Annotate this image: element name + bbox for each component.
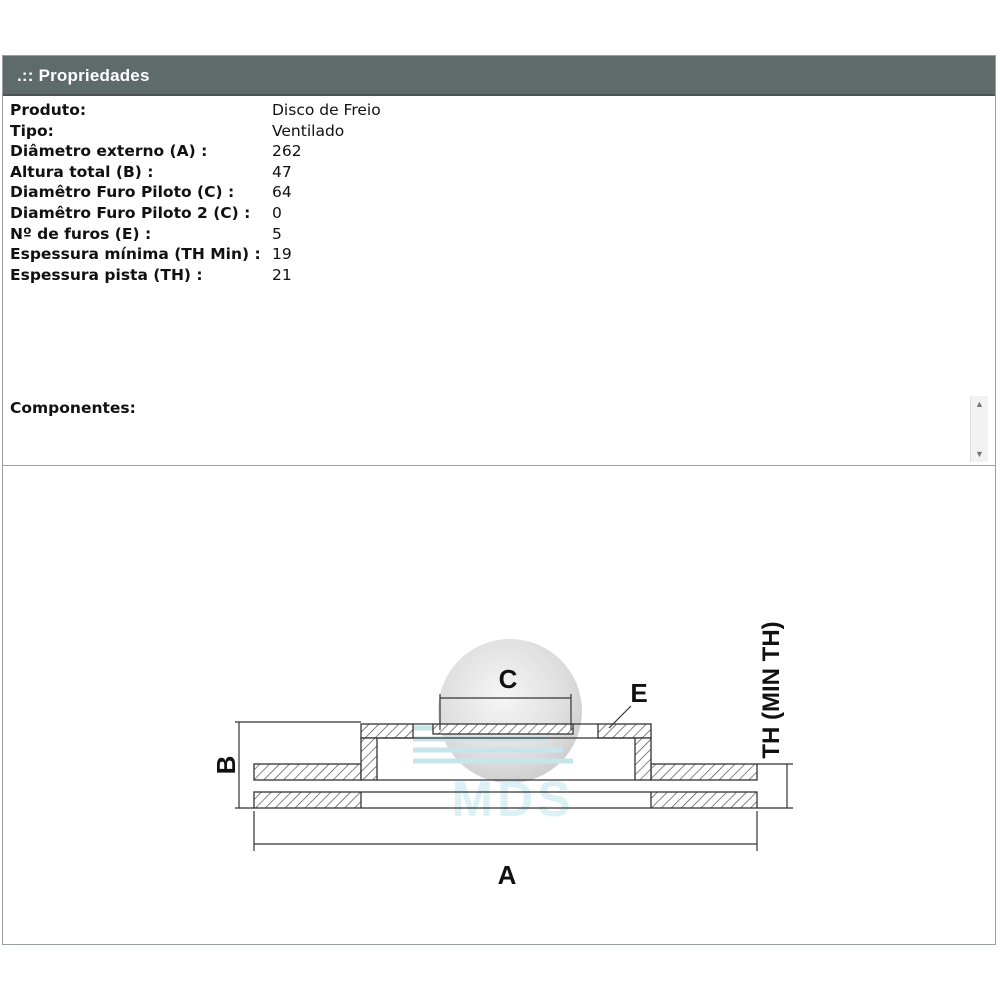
right-flange-upper bbox=[651, 764, 757, 780]
property-label: Espessura pista (TH) : bbox=[10, 265, 203, 284]
property-row bbox=[10, 101, 410, 122]
diagram-svg bbox=[3, 466, 995, 944]
hat-top-center bbox=[433, 724, 573, 734]
property-value: Disco de Freio bbox=[272, 101, 381, 119]
property-label: Espessura mínima (TH Min) : bbox=[10, 245, 261, 264]
brake-disc-diagram bbox=[3, 466, 995, 944]
property-value: 19 bbox=[272, 245, 292, 264]
hat-top-left bbox=[361, 724, 413, 738]
dimension-label-a: A bbox=[497, 860, 517, 890]
property-row bbox=[10, 225, 410, 246]
property-label: Produto: bbox=[10, 101, 87, 119]
dimension-label-e: E bbox=[630, 678, 648, 708]
panel-title: .:: Propriedades bbox=[17, 66, 150, 85]
left-flange-lower bbox=[254, 792, 361, 808]
property-row bbox=[10, 142, 410, 163]
property-value: 64 bbox=[272, 183, 292, 202]
scroll-down-icon[interactable]: ▼ bbox=[975, 449, 984, 459]
properties-panel bbox=[2, 55, 996, 945]
panel-title-bar bbox=[3, 56, 995, 96]
components-label: Componentes: bbox=[10, 399, 136, 417]
property-row bbox=[10, 163, 410, 184]
property-value: 47 bbox=[272, 162, 292, 181]
hat-wall-right bbox=[635, 738, 651, 780]
left-flange-upper bbox=[254, 764, 361, 780]
property-label: Diâmetro externo (A) : bbox=[10, 142, 208, 161]
property-value: 262 bbox=[272, 142, 302, 161]
property-label: Diamêtro Furo Piloto 2 (C) : bbox=[10, 203, 251, 222]
dimension-label-th: TH (MIN TH) bbox=[758, 621, 785, 759]
components-scrollbar[interactable] bbox=[970, 396, 988, 462]
property-value: 5 bbox=[272, 224, 282, 243]
scroll-up-icon[interactable]: ▲ bbox=[975, 399, 984, 409]
property-value: 21 bbox=[272, 265, 292, 284]
hat-top-right bbox=[598, 724, 651, 738]
properties-list bbox=[10, 101, 410, 286]
property-label: Tipo: bbox=[10, 121, 54, 140]
property-label: Diamêtro Furo Piloto (C) : bbox=[10, 183, 235, 202]
property-label: Altura total (B) : bbox=[10, 162, 154, 181]
property-row bbox=[10, 204, 410, 225]
dimension-label-b: B bbox=[211, 755, 241, 775]
property-value: Ventilado bbox=[272, 121, 345, 140]
hat-wall-left bbox=[361, 738, 377, 780]
property-row bbox=[10, 266, 410, 287]
property-value: 0 bbox=[272, 203, 282, 222]
property-row bbox=[10, 183, 410, 204]
dimension-label-c: C bbox=[498, 664, 518, 694]
watermark-text: MDS bbox=[451, 771, 575, 827]
right-flange-lower bbox=[651, 792, 757, 808]
property-label: Nº de furos (E) : bbox=[10, 224, 152, 243]
property-row bbox=[10, 245, 410, 266]
property-row bbox=[10, 122, 410, 143]
